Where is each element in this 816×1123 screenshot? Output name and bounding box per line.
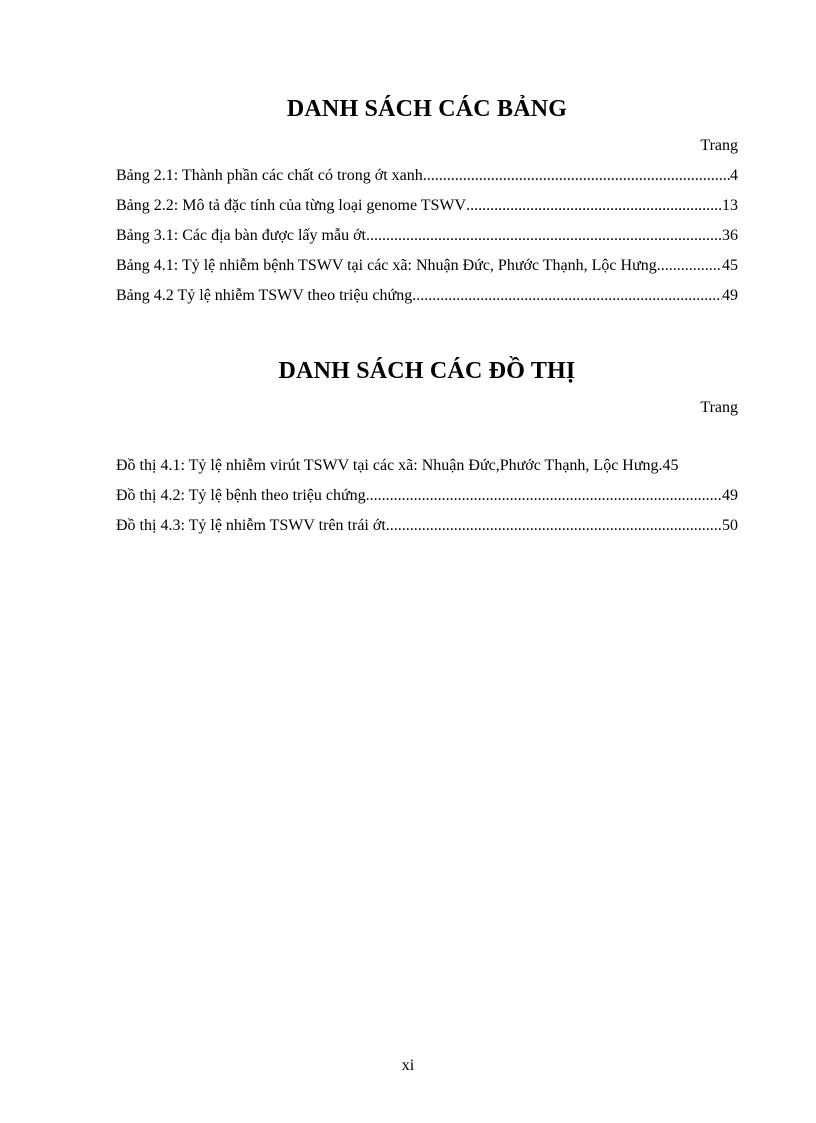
toc-entry-chart-4-2[interactable] — [116, 486, 738, 516]
toc-entry-label: Đồ thị 4.2: Tỷ lệ bệnh theo triệu chứng — [116, 487, 366, 504]
toc-entry-label: Bảng 3.1: Các địa bàn được lấy mẫu ớt — [116, 227, 366, 244]
dot-leader — [466, 196, 722, 216]
dot-leader — [366, 486, 722, 506]
toc-entry-page: 45 — [722, 257, 738, 274]
dot-leader — [412, 286, 722, 306]
tables-list-title: DANH SÁCH CÁC BẢNG — [286, 96, 568, 122]
toc-entry-label: Đồ thị 4.3: Tỷ lệ nhiễm TSWV trên trái ớt — [116, 517, 386, 534]
page-number: xi — [401, 1057, 415, 1074]
toc-entry-table-4-2[interactable] — [116, 286, 738, 316]
toc-entry-label: Bảng 2.2: Mô tả đặc tính của từng loại genome TSWV — [116, 197, 467, 214]
tables-list — [116, 166, 738, 316]
toc-entry-page: 49 — [722, 487, 738, 504]
toc-entry-page: 45 — [662, 457, 679, 474]
toc-entry-page: 49 — [722, 287, 738, 304]
toc-entry-page: 36 — [722, 227, 738, 244]
dot-leader — [366, 226, 722, 246]
toc-entry-page: 4 — [730, 167, 738, 184]
tables-page-column-header: Trang — [700, 137, 738, 154]
toc-entry-page: 13 — [722, 197, 738, 214]
toc-entry-label: Bảng 4.1: Tỷ lệ nhiễm bệnh TSWV tại các xã: Nhuận Đức, Phước Thạnh, Lộc Hưng — [116, 257, 657, 274]
charts-list-title: DANH SÁCH CÁC ĐỒ THỊ — [278, 358, 576, 384]
toc-entry-label: Bảng 2.1: Thành phần các chất có trong ớt xanh — [116, 167, 423, 184]
toc-entry-table-3-1[interactable] — [116, 226, 738, 256]
toc-entry-chart-4-1[interactable] — [116, 456, 738, 486]
charts-page-column-header: Trang — [700, 399, 738, 416]
dot-leader — [386, 516, 722, 536]
dot-leader — [657, 256, 722, 276]
charts-list — [116, 456, 738, 546]
toc-entry-label: Đồ thị 4.1: Tỷ lệ nhiễm virút TSWV tại các xã: Nhuận Đức,Phước Thạnh, Lộc Hưng. — [116, 457, 663, 474]
toc-entry-table-4-1[interactable] — [116, 256, 738, 286]
toc-entry-chart-4-3[interactable] — [116, 516, 738, 546]
toc-entry-table-2-2[interactable] — [116, 196, 738, 226]
dot-leader — [423, 166, 730, 186]
toc-entry-page: 50 — [722, 517, 738, 534]
toc-entry-label: Bảng 4.2 Tỷ lệ nhiễm TSWV theo triệu chứng — [116, 287, 413, 304]
toc-entry-table-2-1[interactable] — [116, 166, 738, 196]
